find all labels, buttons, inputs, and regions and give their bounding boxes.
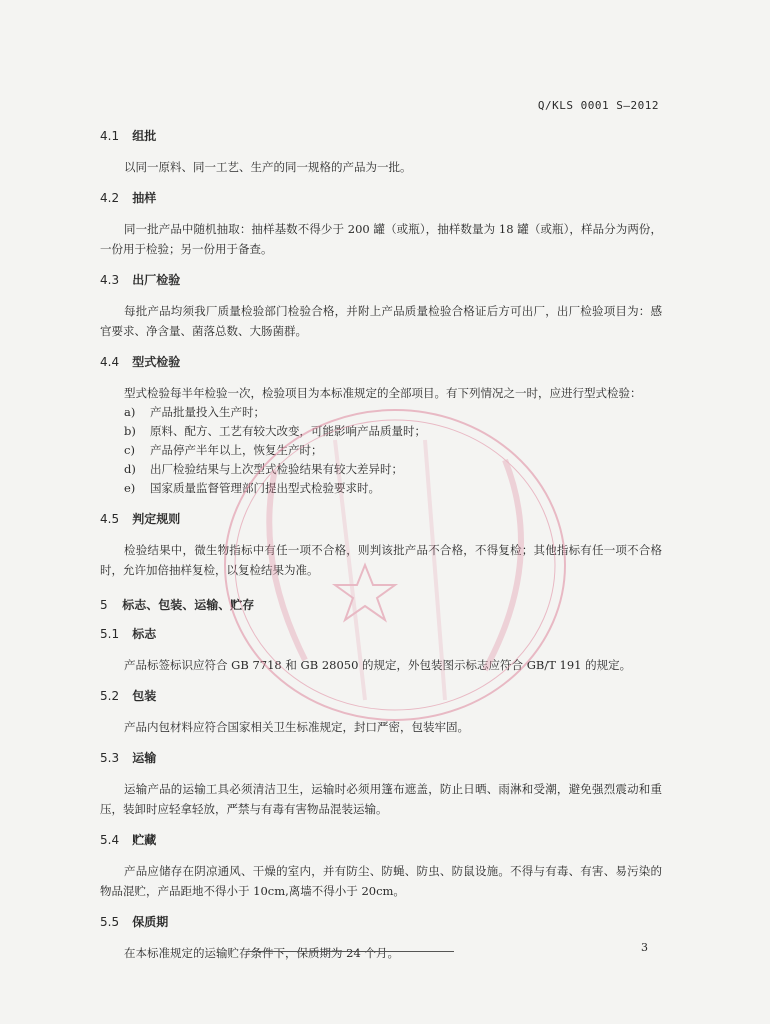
section-heading-4-5	[100, 511, 662, 527]
section-heading-5-3	[100, 750, 662, 766]
section-number: 5.5	[100, 915, 120, 929]
list-item	[100, 441, 662, 460]
section-title: 保质期	[132, 915, 169, 929]
section-heading-5-5	[100, 914, 662, 930]
section-title: 抽样	[132, 191, 157, 205]
section-paragraph: 在本标准规定的运输贮存条件下，保质期为 24 个月。	[124, 946, 399, 960]
list-marker: a)	[124, 405, 136, 419]
section-number: 4.1	[100, 129, 120, 143]
list-marker: d)	[124, 462, 136, 476]
section-heading-4-1	[100, 128, 662, 144]
chapter-heading-5	[100, 596, 662, 613]
section-number: 4.2	[100, 191, 120, 205]
list-marker: b)	[124, 424, 136, 438]
section-number: 5.2	[100, 689, 120, 703]
section-paragraph: 产品应储存在阴凉通风、干燥的室内，并有防尘、防蝇、防虫、防鼠设施。不得与有毒、有害、易污染的物品混贮，产品距地不得小于 10cm,离墙不得小于 20cm。	[100, 864, 662, 898]
section-title: 贮藏	[132, 833, 157, 847]
list-item	[100, 422, 662, 441]
chapter-number: 5	[100, 598, 108, 612]
list-text: 出厂检验结果与上次型式检验结果有较大差异时；	[150, 462, 403, 476]
section-number: 4.5	[100, 512, 120, 526]
section-paragraph: 以同一原料、同一工艺、生产的同一规格的产品为一批。	[124, 160, 412, 174]
section-number: 5.1	[100, 627, 120, 641]
section-paragraph: 运输产品的运输工具必须清洁卫生，运输时必须用篷布遮盖，防止日晒、雨淋和受潮，避免强烈震动和重压，装卸时应轻拿轻放，严禁与有毒有害物品混装运输。	[100, 782, 662, 816]
section-heading-4-3	[100, 272, 662, 288]
section-heading-5-4	[100, 832, 662, 848]
list-marker: c)	[124, 443, 135, 457]
section-heading-4-2	[100, 190, 662, 206]
list-item	[100, 479, 662, 498]
section-title: 判定规则	[132, 512, 181, 526]
section-paragraph: 产品内包材料应符合国家相关卫生标准规定，封口严密，包装牢固。	[124, 720, 469, 734]
list-item	[100, 460, 662, 479]
list-item	[100, 403, 662, 422]
section-number: 5.4	[100, 833, 120, 847]
section-paragraph: 同一批产品中随机抽取：抽样基数不得少于 200 罐（或瓶），抽样数量为 18 罐（或瓶），样品分为两份，一份用于检验；另一份用于备查。	[100, 222, 662, 256]
section-number: 4.4	[100, 355, 120, 369]
list-text: 产品停产半年以上，恢复生产时；	[150, 443, 323, 457]
section-heading-4-4	[100, 354, 662, 370]
section-paragraph: 每批产品均须我厂质量检验部门检验合格，并附上产品质量检验合格证后方可出厂，出厂检验项目为：感官要求、净含量、菌落总数、大肠菌群。	[100, 304, 662, 338]
list-text: 国家质量监督管理部门提出型式检验要求时。	[150, 481, 380, 495]
page-number: 3	[641, 941, 648, 954]
section-paragraph: 检验结果中，微生物指标中有任一项不合格，则判该批产品不合格，不得复检；其他指标有任一项不合格时，允许加倍抽样复检，以复检结果为准。	[100, 543, 662, 577]
section-number: 5.3	[100, 751, 120, 765]
section-paragraph: 产品标签标识应符合 GB 7718 和 GB 28050 的规定，外包装图示标志应符合 GB/T 191 的规定。	[124, 658, 632, 672]
list-text: 产品批量投入生产时；	[150, 405, 265, 419]
section-title: 运输	[132, 751, 157, 765]
section-heading-5-1	[100, 626, 662, 642]
footer-divider	[246, 951, 454, 952]
list-text: 原料、配方、工艺有较大改变，可能影响产品质量时；	[150, 424, 426, 438]
section-number: 4.3	[100, 273, 120, 287]
section-title: 标志	[132, 627, 157, 641]
section-title: 包装	[132, 689, 157, 703]
inspection-conditions-list	[100, 403, 662, 498]
document-body	[100, 128, 662, 976]
section-title: 组批	[132, 129, 157, 143]
list-marker: e)	[124, 481, 136, 495]
section-heading-5-2	[100, 688, 662, 704]
chapter-title: 标志、包装、运输、贮存	[122, 598, 255, 612]
document-code: Q/KLS 0001 S—2012	[537, 99, 659, 112]
section-title: 型式检验	[132, 355, 181, 369]
section-title: 出厂检验	[132, 273, 181, 287]
section-paragraph: 型式检验每半年检验一次，检验项目为本标准规定的全部项目。有下列情况之一时，应进行型式检验：	[124, 386, 642, 400]
